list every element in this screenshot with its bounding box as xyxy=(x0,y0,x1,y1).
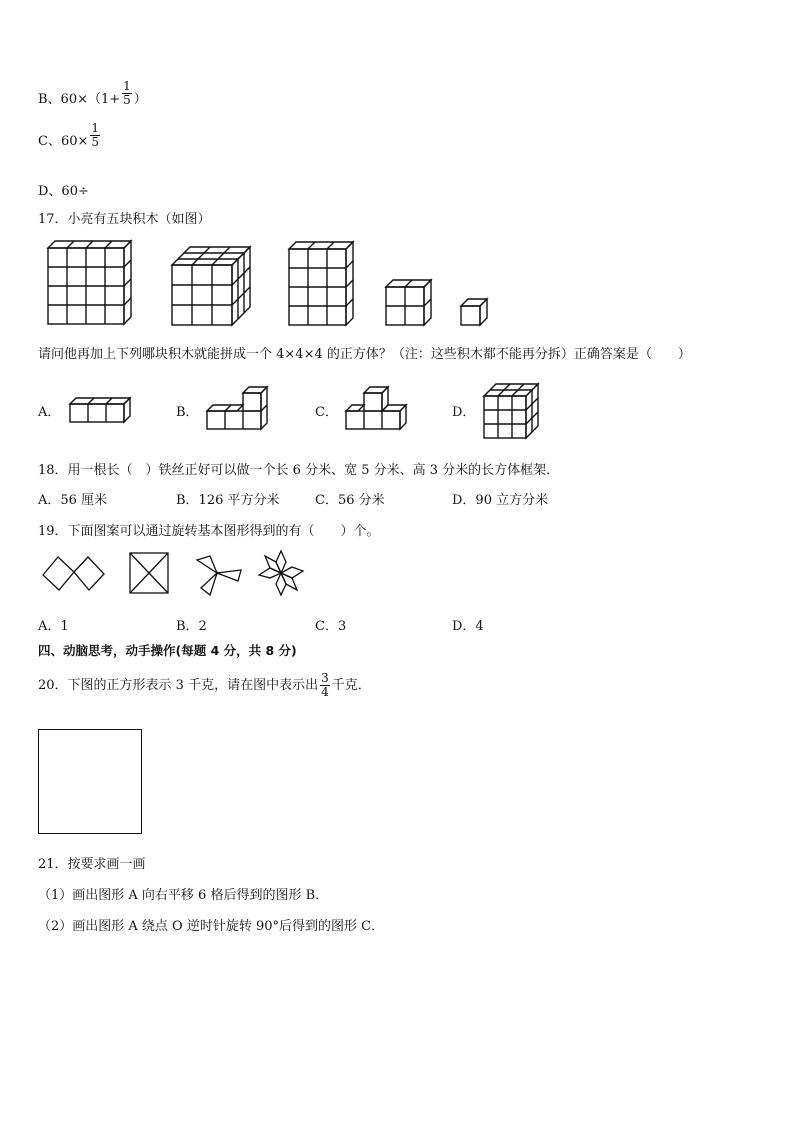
q16-option-b-suffix: ） xyxy=(133,92,147,107)
pattern-pinwheel xyxy=(197,556,241,595)
pattern-square-cross xyxy=(130,553,168,593)
q19-option-c[interactable]: C．3 xyxy=(315,619,347,634)
fraction-numerator: 1 xyxy=(91,121,100,135)
q18-option-a[interactable]: A．56 厘米 xyxy=(38,493,108,508)
q17-option-a-label[interactable]: A． xyxy=(38,405,61,420)
block-1x1x1 xyxy=(461,299,487,325)
q17-stem: 17．小亮有五块积木（如图） xyxy=(38,212,211,227)
q16-option-b-fraction xyxy=(122,80,132,107)
q21-stem: 21．按要求画一画 xyxy=(38,857,146,872)
fraction-numerator: 1 xyxy=(123,79,131,93)
q16-option-c[interactable] xyxy=(38,121,102,155)
block-4x3x3 xyxy=(172,247,250,325)
q20-square-canvas[interactable] xyxy=(38,729,142,834)
fraction-denominator: 5 xyxy=(123,93,131,107)
q17-option-c-label[interactable]: C． xyxy=(315,405,338,420)
block-2x2x1 xyxy=(386,280,431,325)
fraction-numerator: 3 xyxy=(321,671,329,685)
option-c-block xyxy=(346,387,406,429)
pattern-rhombus-star xyxy=(259,551,303,595)
pattern-two-squares xyxy=(43,557,104,590)
q16-option-c-prefix: C、60× xyxy=(38,134,89,149)
q19-option-d[interactable]: D．4 xyxy=(452,619,484,634)
q17-option-b-label[interactable]: B． xyxy=(176,405,199,420)
q20-fraction xyxy=(320,672,330,699)
q19-stem: 19．下面图案可以通过旋转基本图形得到的有（ ）个。 xyxy=(38,524,380,539)
q17-question: 请问他再加上下列哪块积木就能拼成一个 4×4×4 的正方体？（注：这些积木都不能再分拆）正确答案是（ ） xyxy=(38,347,691,362)
q16-option-c-fraction xyxy=(90,122,100,149)
q18-option-d[interactable]: D．90 立方分米 xyxy=(452,493,549,508)
q18-option-c[interactable]: C．56 分米 xyxy=(315,493,385,508)
q19-option-b[interactable]: B．2 xyxy=(176,619,207,634)
block-4x4x2 xyxy=(48,241,131,324)
block-3x4x1 xyxy=(289,242,353,325)
q18-stem: 18．用一根长（ ）铁丝正好可以做一个长 6 分米、宽 5 分米、高 3 分米的长方体框架． xyxy=(38,463,560,478)
q17-option-d-label[interactable]: D． xyxy=(452,405,476,420)
option-a-block xyxy=(70,398,130,422)
option-b-block xyxy=(207,387,267,429)
q18-option-b[interactable]: B．126 平方分米 xyxy=(176,493,280,508)
q16-option-b-prefix: B、60×（1+ xyxy=(38,92,121,107)
section-4-title: 四、动脑思考，动手操作(每题 4 分，共 8 分) xyxy=(38,643,297,658)
q20-stem-suffix: 千克． xyxy=(331,678,371,693)
q20-stem-prefix: 20．下图的正方形表示 3 千克，请在图中表示出 xyxy=(38,678,319,693)
fraction-denominator: 4 xyxy=(321,685,329,699)
q21-item-2: （2）画出图形 A 绕点 O 逆时针旋转 90°后得到的图形 C． xyxy=(38,919,385,934)
q16-option-b[interactable] xyxy=(38,79,147,113)
fraction-denominator: 5 xyxy=(91,135,100,149)
q16-option-d[interactable]: D、60÷ xyxy=(38,184,89,199)
option-d-block xyxy=(484,384,538,438)
q19-option-a[interactable]: A．1 xyxy=(38,619,69,634)
q21-item-1: （1）画出图形 A 向右平移 6 格后得到的图形 B． xyxy=(38,888,329,903)
q20-stem xyxy=(38,672,371,699)
